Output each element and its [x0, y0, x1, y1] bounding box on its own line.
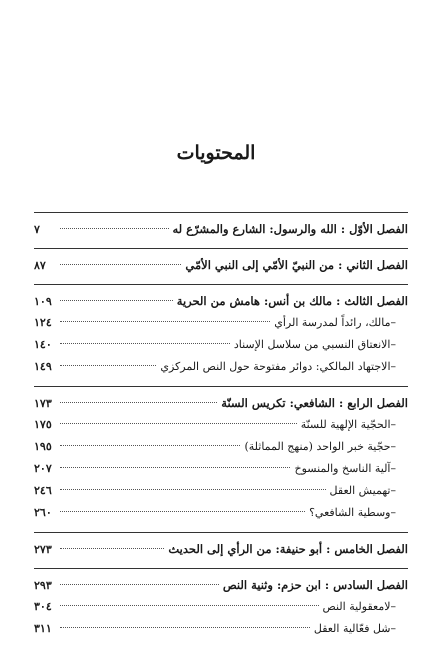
page-number: ١٤٩ [34, 360, 52, 373]
dot-leader [60, 467, 290, 468]
page-number: ٢٤٦ [34, 484, 52, 497]
dot-leader [60, 511, 305, 512]
section-title: – حجّية خبر الواحد (منهج المماثلة) [244, 440, 391, 453]
section-title: – الحجّية الإلهية للسنّة [300, 418, 391, 431]
dot-leader [60, 321, 270, 322]
section-title: – الاجتهاد المالكي: دوائر مفتوحة حول النص المركزي [160, 360, 391, 373]
page-number: ١٧٥ [34, 418, 52, 431]
toc-entry-section[interactable] [34, 458, 408, 480]
chapter-block [34, 285, 408, 386]
chapter-title: الفصل الثالث : مالك بن أنس: هامش من الحرية [176, 294, 408, 308]
toc-entry-section[interactable] [34, 312, 408, 334]
chapter-block [34, 533, 408, 568]
page-number: ٣١١ [34, 622, 52, 635]
page-number: ٢٧٣ [34, 543, 52, 556]
toc-entry-chapter[interactable] [34, 392, 408, 414]
toc-entry-chapter[interactable] [34, 574, 408, 596]
chapter-block [34, 387, 408, 532]
toc-entry-chapter[interactable] [34, 538, 408, 560]
chapter-block [34, 249, 408, 284]
toc-entry-section[interactable] [34, 334, 408, 356]
chapter-block [34, 569, 408, 648]
toc-entry-chapter[interactable] [34, 290, 408, 312]
chapter-title: الفصل الأوّل : الله والرسول: الشارع والمشرّع له [172, 222, 408, 236]
toc-entry-section[interactable] [34, 480, 408, 502]
page-number: ٢٦٠ [34, 506, 52, 519]
dot-leader [60, 584, 219, 585]
chapter-title: الفصل الخامس : أبو حنيفة: من الرأي إلى الحديث [168, 542, 408, 556]
chapter-title: الفصل السادس : ابن حزم: وثنية النص [222, 578, 408, 592]
toc-entry-section[interactable] [34, 414, 408, 436]
toc-entry-section[interactable] [34, 356, 408, 378]
section-title: – الانعتاق النسبي من سلاسل الإسناد [233, 338, 391, 351]
dot-leader [60, 343, 230, 344]
toc-entry-chapter[interactable] [34, 254, 408, 276]
dot-leader [60, 445, 240, 446]
dot-leader [60, 228, 169, 229]
page-number: ٢٠٧ [34, 462, 52, 475]
page-number: ٢٩٣ [34, 579, 52, 592]
toc-entry-section[interactable] [34, 502, 408, 524]
section-title: – آلية الناسخ والمنسوخ [294, 462, 391, 475]
dot-leader [60, 264, 181, 265]
chapter-block [34, 213, 408, 248]
section-title: – مالك، رائداً لمدرسة الرأي [274, 316, 391, 329]
page-number: ١٩٥ [34, 440, 52, 453]
page-number: ١٤٠ [34, 338, 52, 351]
section-title: – وسطية الشافعي؟ [309, 506, 391, 519]
page-title: المحتويات [176, 142, 256, 164]
toc-entry-section[interactable] [34, 596, 408, 618]
page-number: ١٢٤ [34, 316, 52, 329]
dot-leader [60, 402, 217, 403]
chapter-title: الفصل الثاني : من النبيّ الأمّي إلى النبي الأمّي [185, 258, 408, 272]
page-number: ١٧٣ [34, 397, 52, 410]
dot-leader [60, 489, 326, 490]
dot-leader [60, 300, 173, 301]
dot-leader [60, 548, 164, 549]
dot-leader [60, 605, 319, 606]
page-number: ٧ [34, 223, 40, 236]
chapter-title: الفصل الرابع : الشافعي: تكريس السنّة [221, 396, 408, 410]
dot-leader [60, 365, 156, 366]
section-title: – تهميش العقل [329, 484, 391, 497]
toc-entry-chapter[interactable] [34, 218, 408, 240]
section-title: – شل فعّالية العقل [313, 622, 391, 635]
toc-entry-section[interactable] [34, 436, 408, 458]
page-number: ٨٧ [34, 259, 46, 272]
section-title: – لامعقولية النص [322, 600, 391, 613]
page-number: ١٠٩ [34, 295, 52, 308]
dot-leader [60, 627, 310, 628]
page-number: ٣٠٤ [34, 600, 52, 613]
dot-leader [60, 423, 297, 424]
table-of-contents [34, 212, 408, 648]
